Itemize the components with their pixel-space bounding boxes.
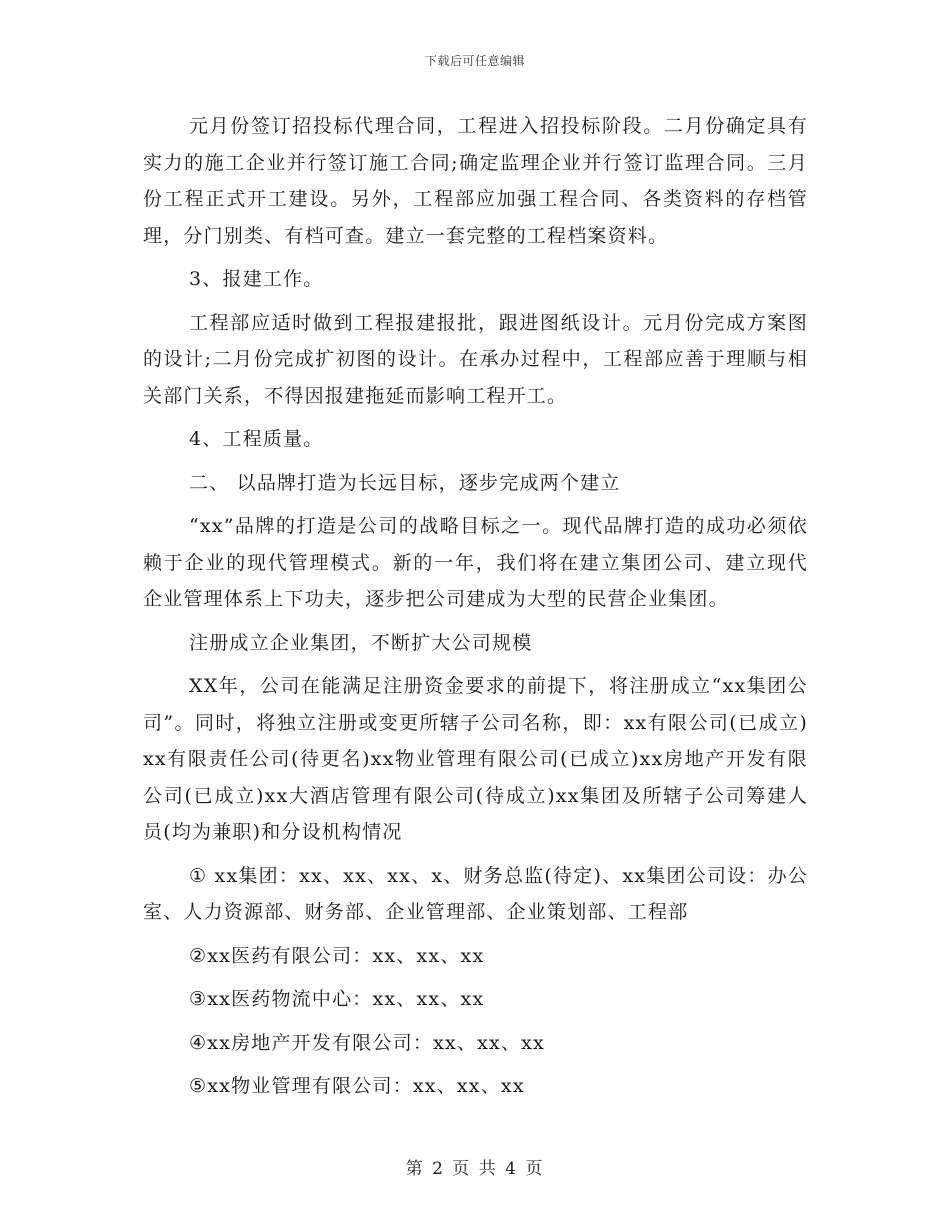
list-item-group: ① xx集团：xx、xx、xx、x、财务总监(待定)、xx集团公司设：办公室、人力资源部、财务部、企业管理部、企业策划部、工程部 — [143, 864, 808, 923]
heading-quality: 4、工程质量。 — [189, 428, 324, 450]
paragraph-permit-work: 工程部应适时做到工程报建报批，跟进图纸设计。元月份完成方案图的设计;二月份完成扩初图的设计。在承办过程中，工程部应善于理顺与相关部门关系，不得因报建拖延而影响工程开工。 — [143, 311, 808, 407]
page-number: 第 2 页 共 4 页 — [405, 1159, 545, 1179]
paragraph-brand: “xx”品牌的打造是公司的战略目标之一。现代品牌打造的成功必须依赖于企业的现代管理模式。新的一年，我们将在建立集团公司、建立现代企业管理体系上下功夫，逐步把公司建成为大型的民营企业集团。 — [143, 515, 808, 610]
list-item-pharma: ②xx医药有限公司：xx、xx、xx — [189, 944, 485, 967]
heading-permit-work: 3、报建工作。 — [189, 268, 324, 290]
list-item-realestate: ④xx房地产开发有限公司：xx、xx、xx — [189, 1031, 545, 1054]
document-body — [143, 108, 808, 1112]
section-heading-brand: 二、 以品牌打造为长远目标，逐步完成两个建立 — [189, 471, 621, 494]
list-item-property: ⑤xx物业管理有限公司：xx、xx、xx — [189, 1075, 525, 1097]
paragraph-register-group: XX年，公司在能满足注册资金要求的前提下，将注册成立“xx集团公司”。同时，将独立注册或变更所辖子公司名称，即：xx有限公司(已成立)xx有限责任公司(待更名)xx物业管理有限公司(已成立)xx房地产开发有限公司(已成立)xx大酒店管理有限公司(待成立)xx集团及所辖子公司筹建人员(均为兼职)和分设机构情况 — [143, 675, 808, 843]
list-item-logistics: ③xx医药物流中心：xx、xx、xx — [189, 988, 485, 1010]
page-header: 下载后可任意编辑 — [424, 54, 525, 68]
subheading-register-group: 注册成立企业集团，不断扩大公司规模 — [189, 631, 533, 654]
paragraph-contract-schedule: 元月份签订招投标代理合同，工程进入招投标阶段。二月份确定具有实力的施工企业并行签订施工合同;确定监理企业并行签订监理合同。三月份工程正式开工建设。另外，工程部应加强工程合同、各类资料的存档管理，分门别类、有档可查。建立一套完整的工程档案资料。 — [143, 115, 808, 247]
